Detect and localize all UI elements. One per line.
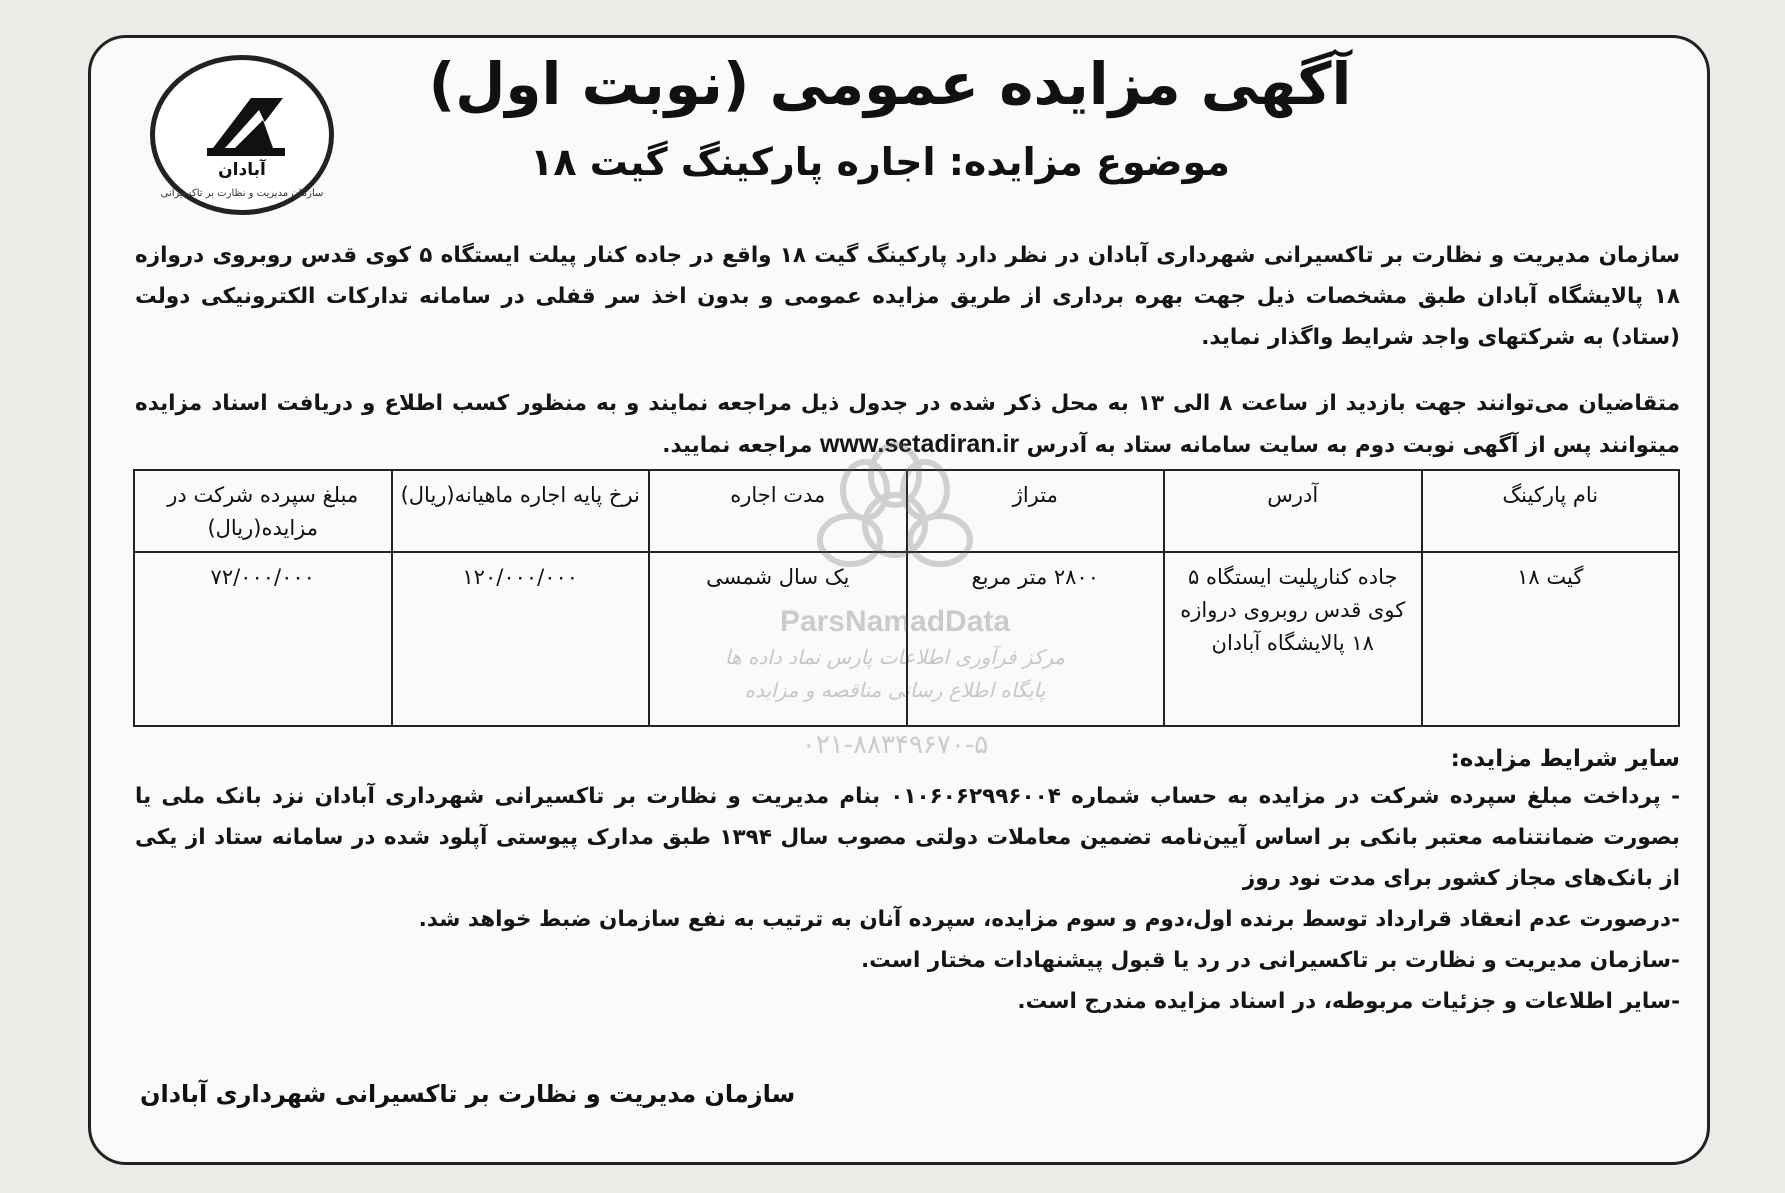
watermark-brand: ParsNamadData (779, 605, 1011, 638)
auction-table (133, 469, 1680, 727)
cell-address: جاده کنارپلیت ایستگاه ۵ کوی قدس روبروی دروازه ۱۸ پالایشگاه آبادان (1164, 552, 1422, 726)
page-subtitle: موضوع مزایده: اجاره پارکینگ گیت ۱۸ (530, 140, 1230, 184)
header-lease-duration: مدت اجاره (649, 470, 907, 552)
page-title: آگهی مزایده عمومی (نوبت اول) (428, 50, 1352, 118)
table-row (134, 552, 1679, 726)
setad-url-link[interactable]: www.setadiran.ir (820, 430, 1020, 458)
intro-paragraph-2-text: متقاضیان می‌توانند جهت بازدید از ساعت ۸ الی ۱۳ به محل ذکر شده در جدول ذیل مراجعه نمایند و به منظور کسب اطلاع و دریافت اسناد مزایده میتوانند پس از آگهی نوبت دوم به سایت سامانه ستاد به آدرس (135, 391, 1681, 458)
header-address: آدرس (1164, 470, 1422, 552)
logo-text: آبادان (218, 160, 266, 180)
condition-item: - پرداخت مبلغ سپرده شرکت در مزایده به حساب شماره ۰۱۰۶۰۶۲۹۹۶۰۰۴ بنام مدیریت و نظارت بر تاکسیرانی شهرداری آبادان نزد بانک ملی یا بصورت ضمانتنامه معتبر بانکی بر اساس آیین‌نامه تضمین معاملات دولتی مصوب سال ۱۳۹۴ طبق مدارک پیوستی آپلود شده در سامانه ستاد از یکی از بانک‌های مجاز کشور برای مدت نود روز (135, 784, 1680, 891)
header-base-rent: نرخ پایه اجاره ماهیانه(ریال) (392, 470, 650, 552)
conditions-heading: سایر شرایط مزایده: (1450, 746, 1680, 772)
cell-lease-duration: یک سال شمسی (649, 552, 907, 726)
header-deposit: مبلغ سپرده شرکت در مزایده(ریال) (134, 470, 392, 552)
condition-item: -سازمان مدیریت و نظارت بر تاکسیرانی در رد یا قبول پیشنهادات مختار است. (860, 948, 1680, 973)
cell-parking-name: گیت ۱۸ (1422, 552, 1680, 726)
intro-paragraph-2-end: مراجعه نمایید. (662, 433, 813, 458)
conditions-section (135, 742, 1680, 1022)
header-parking-name: نام پارکینگ (1422, 470, 1680, 552)
cell-area: ۲۸۰۰ متر مربع (907, 552, 1165, 726)
condition-item: -درصورت عدم انعقاد قرارداد توسط برنده اول،دوم و سوم مزایده، سپرده آنان به ترتیب به نفع سازمان ضبط خواهد شد. (418, 907, 1680, 932)
watermark-line-1: مرکز فرآوری اطلاعات پارس نماد داده ها (724, 645, 1066, 669)
table-header-row (134, 470, 1679, 552)
cell-base-rent: ۱۲۰/۰۰۰/۰۰۰ (392, 552, 650, 726)
signature: سازمان مدیریت و نظارت بر تاکسیرانی شهرداری آبادان (140, 1080, 796, 1108)
header-area: متراژ (907, 470, 1165, 552)
watermark-phone: ۰۲۱-۸۸۳۴۹۶۷۰-۵ (801, 730, 989, 760)
intro-paragraph-1: سازمان مدیریت و نظارت بر تاکسیرانی شهرداری آبادان در نظر دارد پارکینگ گیت ۱۸ واقع در جاده کنار پیلت ایستگاه ۵ کوی قدس روبروی دروازه ۱۸ پالایشگاه آبادان طبق مشخصات ذیل جهت بهره برداری از طریق مزایده عمومی و بدون اخذ سر قفلی در سامانه تدارکات الکترونیکی دولت (ستاد) به شرکتهای واجد شرایط واگذار نماید. (135, 243, 1680, 350)
logo-ring-text: سازمان مدیریت و نظارت بر تاکسیرانی (160, 188, 324, 199)
watermark-line-2: پایگاه اطلاع رسانی مناقصه و مزایده (744, 678, 1046, 702)
organization-logo (150, 55, 334, 215)
cell-deposit: ۷۲/۰۰۰/۰۰۰ (134, 552, 392, 726)
condition-item: -سایر اطلاعات و جزئیات مربوطه، در اسناد مزایده مندرج است. (1017, 989, 1680, 1014)
intro-paragraph-2 (135, 383, 1680, 466)
